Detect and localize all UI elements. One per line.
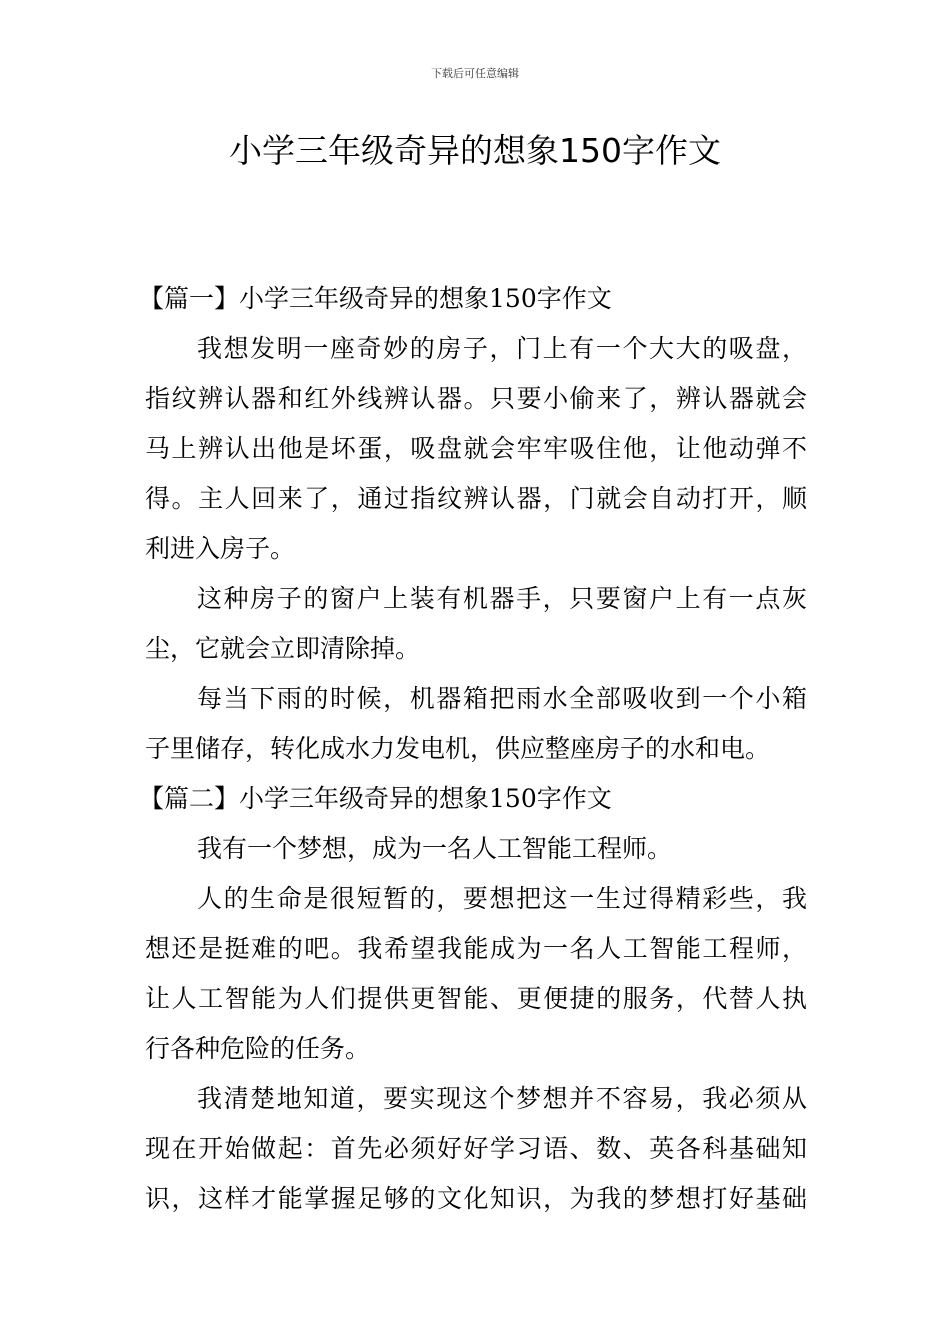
text-line: 马上辨认出他是坏蛋，吸盘就会牢牢吸住他，让他动弹不	[145, 434, 807, 463]
text-line: 利进入房子。	[145, 534, 296, 563]
text-line: 识，这样才能掌握足够的文化知识，为我的梦想打好基础	[145, 1184, 807, 1213]
text-line: 人的生命是很短暂的，要想把这一生过得精彩些，我	[197, 884, 807, 913]
text-line: 这种房子的窗户上装有机器手，只要窗户上有一点灰	[197, 584, 807, 613]
text-line: 行各种危险的任务。	[145, 1034, 371, 1063]
paragraph	[145, 824, 807, 874]
text-line: 我想发明一座奇妙的房子，门上有一个大大的吸盘，	[197, 334, 807, 363]
text-line: 每当下雨的时候，机器箱把雨水全部吸收到一个小箱	[197, 684, 807, 713]
text-line: 我清楚地知道，要实现这个梦想并不容易，我必须从	[197, 1084, 807, 1113]
text-line: 让人工智能为人们提供更智能、更便捷的服务，代替人执	[145, 984, 807, 1013]
document-body	[139, 274, 807, 1224]
paragraph	[145, 674, 807, 774]
text-line: 指纹辨认器和红外线辨认器。只要小偷来了，辨认器就会	[145, 384, 807, 413]
document-title: 小学三年级奇异的想象150字作文	[229, 131, 721, 170]
section-heading-2: 【篇二】小学三年级奇异的想象150字作文	[139, 784, 612, 813]
text-line: 子里储存，转化成水力发电机，供应整座房子的水和电。	[145, 734, 771, 763]
section-heading-1: 【篇一】小学三年级奇异的想象150字作文	[139, 284, 612, 313]
text-line: 尘，它就会立即清除掉。	[145, 634, 421, 663]
paragraph	[145, 1074, 807, 1224]
text-line: 现在开始做起：首先必须好好学习语、数、英各科基础知	[145, 1134, 807, 1163]
paragraph	[145, 324, 807, 574]
paragraph	[145, 874, 807, 1074]
text-line: 想还是挺难的吧。我希望我能成为一名人工智能工程师，	[145, 934, 807, 963]
paragraph	[145, 574, 807, 674]
text-line: 我有一个梦想，成为一名人工智能工程师。	[197, 834, 673, 863]
text-line: 得。主人回来了，通过指纹辨认器，门就会自动打开，顺	[145, 484, 807, 513]
header-note: 下载后可任意编辑	[431, 67, 519, 80]
